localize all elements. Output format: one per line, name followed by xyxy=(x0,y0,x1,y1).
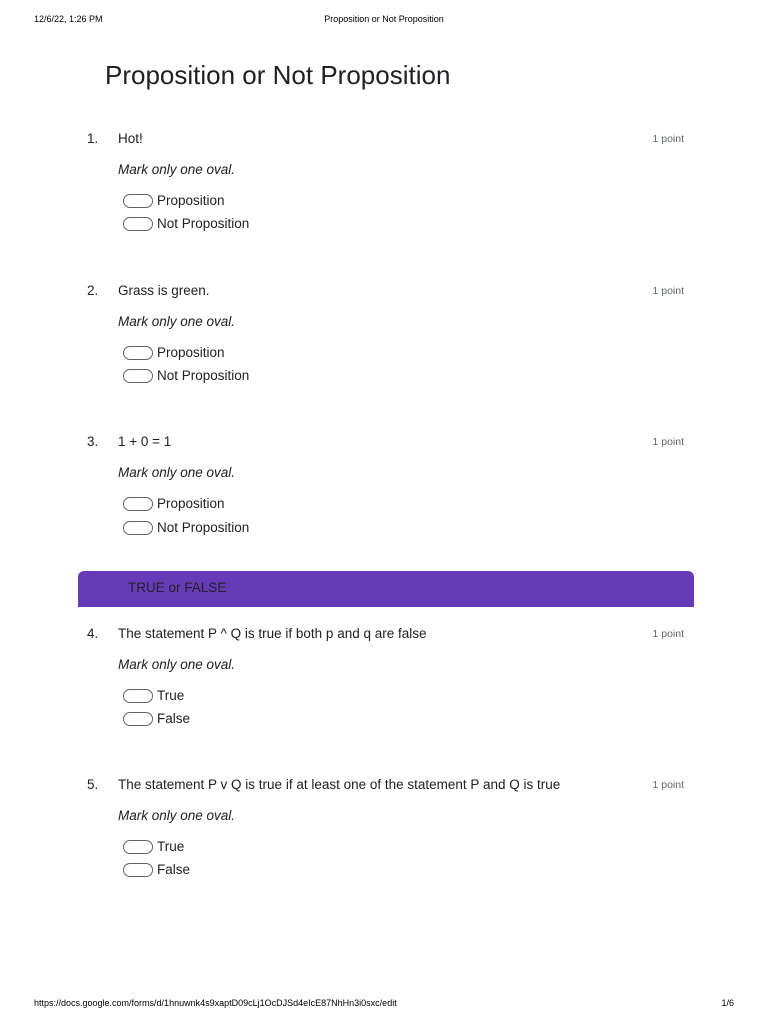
option-label: True xyxy=(157,839,185,854)
radio-oval[interactable] xyxy=(123,840,153,854)
option-label: False xyxy=(157,711,191,726)
print-page-number: 1/6 xyxy=(721,998,734,1008)
question-points: 1 point xyxy=(652,628,684,640)
section-header xyxy=(78,571,694,607)
question-text: 1 + 0 = 1 xyxy=(118,434,172,449)
option-label: Proposition xyxy=(157,193,225,208)
radio-oval[interactable] xyxy=(123,194,153,208)
question-points: 1 point xyxy=(652,285,684,297)
section-title: TRUE or FALSE xyxy=(128,580,227,595)
question-points: 1 point xyxy=(652,779,684,791)
question-instruction: Mark only one oval. xyxy=(118,657,236,672)
print-datetime: 12/6/22, 1:26 PM xyxy=(34,14,103,24)
question-3 xyxy=(0,434,768,544)
form-title: Proposition or Not Proposition xyxy=(105,60,451,90)
radio-oval[interactable] xyxy=(123,689,153,703)
print-footer xyxy=(0,998,768,1010)
question-number: 3. xyxy=(87,434,99,449)
question-text: Hot! xyxy=(118,131,143,146)
print-doc-title: Proposition or Not Proposition xyxy=(324,14,444,24)
question-1 xyxy=(0,131,768,241)
question-text: The statement P v Q is true if at least one of the statement P and Q is true xyxy=(118,777,561,792)
option-label: True xyxy=(157,688,185,703)
question-4 xyxy=(0,626,768,736)
option-label: Proposition xyxy=(157,345,225,360)
radio-oval[interactable] xyxy=(123,346,153,360)
radio-oval[interactable] xyxy=(123,217,153,231)
option-label: Not Proposition xyxy=(157,368,250,383)
radio-oval[interactable] xyxy=(123,369,153,383)
question-number: 2. xyxy=(87,283,99,298)
question-2 xyxy=(0,283,768,393)
question-text: The statement P ^ Q is true if both p and q are false xyxy=(118,626,427,641)
radio-oval[interactable] xyxy=(123,497,153,511)
question-points: 1 point xyxy=(652,436,684,448)
option-label: Proposition xyxy=(157,496,225,511)
question-number: 4. xyxy=(87,626,99,641)
question-points: 1 point xyxy=(652,133,684,145)
print-header xyxy=(0,14,768,26)
radio-oval[interactable] xyxy=(123,521,153,535)
print-url: https://docs.google.com/forms/d/1hnuwnk4s9xaptD09cLj1OcDJSd4eIcE87NhHn3i0sxc/edit xyxy=(34,998,397,1008)
radio-oval[interactable] xyxy=(123,863,153,877)
option-label: False xyxy=(157,862,191,877)
question-5 xyxy=(0,777,768,887)
question-instruction: Mark only one oval. xyxy=(118,465,236,480)
option-label: Not Proposition xyxy=(157,520,250,535)
question-instruction: Mark only one oval. xyxy=(118,808,236,823)
question-number: 5. xyxy=(87,777,99,792)
option-label: Not Proposition xyxy=(157,216,250,231)
question-number: 1. xyxy=(87,131,99,146)
question-instruction: Mark only one oval. xyxy=(118,314,236,329)
question-instruction: Mark only one oval. xyxy=(118,162,236,177)
question-text: Grass is green. xyxy=(118,283,210,298)
radio-oval[interactable] xyxy=(123,712,153,726)
